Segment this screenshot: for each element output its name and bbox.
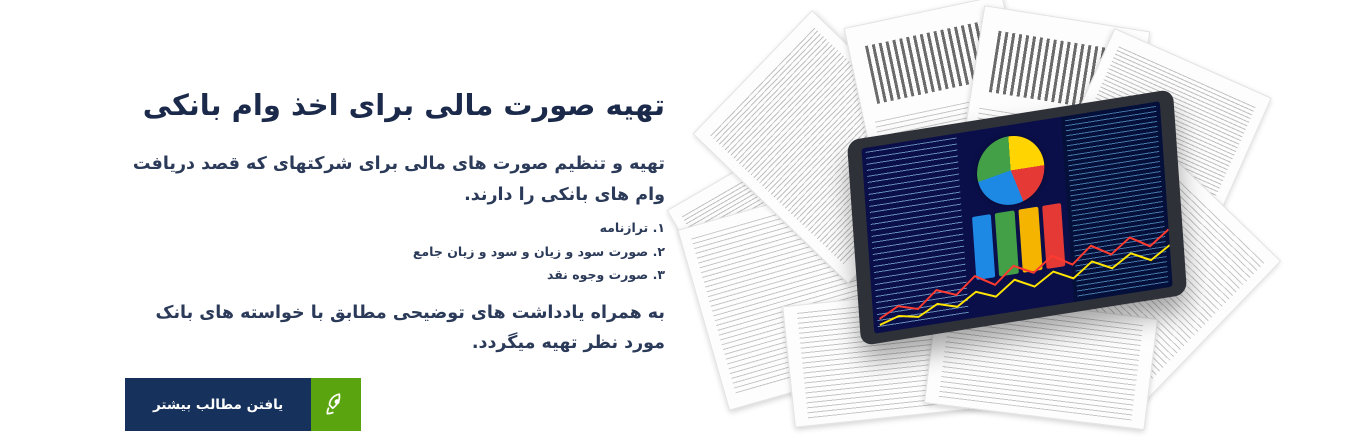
cta-group[interactable] bbox=[125, 378, 361, 431]
hero-tail: به همراه یادداشت های توضیحی مطابق با خواسته های بانک مورد نظر تهیه میگردد. bbox=[155, 302, 665, 354]
list-item: ۳. صورت وجوه نقد bbox=[546, 266, 665, 282]
list-item: ۱. ترازنامه bbox=[599, 220, 665, 236]
statement-list bbox=[120, 216, 665, 285]
read-more-button[interactable]: یافتن مطالب بیشتر bbox=[125, 378, 311, 431]
list-item: ۲. صورت سود و زیان و سود و زیان جامع bbox=[412, 243, 665, 259]
rocket-icon[interactable] bbox=[311, 378, 361, 431]
paper-stack bbox=[700, 5, 1240, 405]
pie-chart bbox=[975, 131, 1047, 210]
hero-illustration bbox=[690, 0, 1351, 442]
hero-lead: تهیه و تنظیم صورت های مالی برای شرکتهای که قصد دریافت وام های بانکی را دارند. bbox=[132, 154, 665, 205]
hero-text bbox=[120, 86, 665, 359]
tablet-screen bbox=[861, 101, 1172, 333]
page-title: تهیه صورت مالی برای اخذ وام بانکی bbox=[142, 88, 665, 122]
